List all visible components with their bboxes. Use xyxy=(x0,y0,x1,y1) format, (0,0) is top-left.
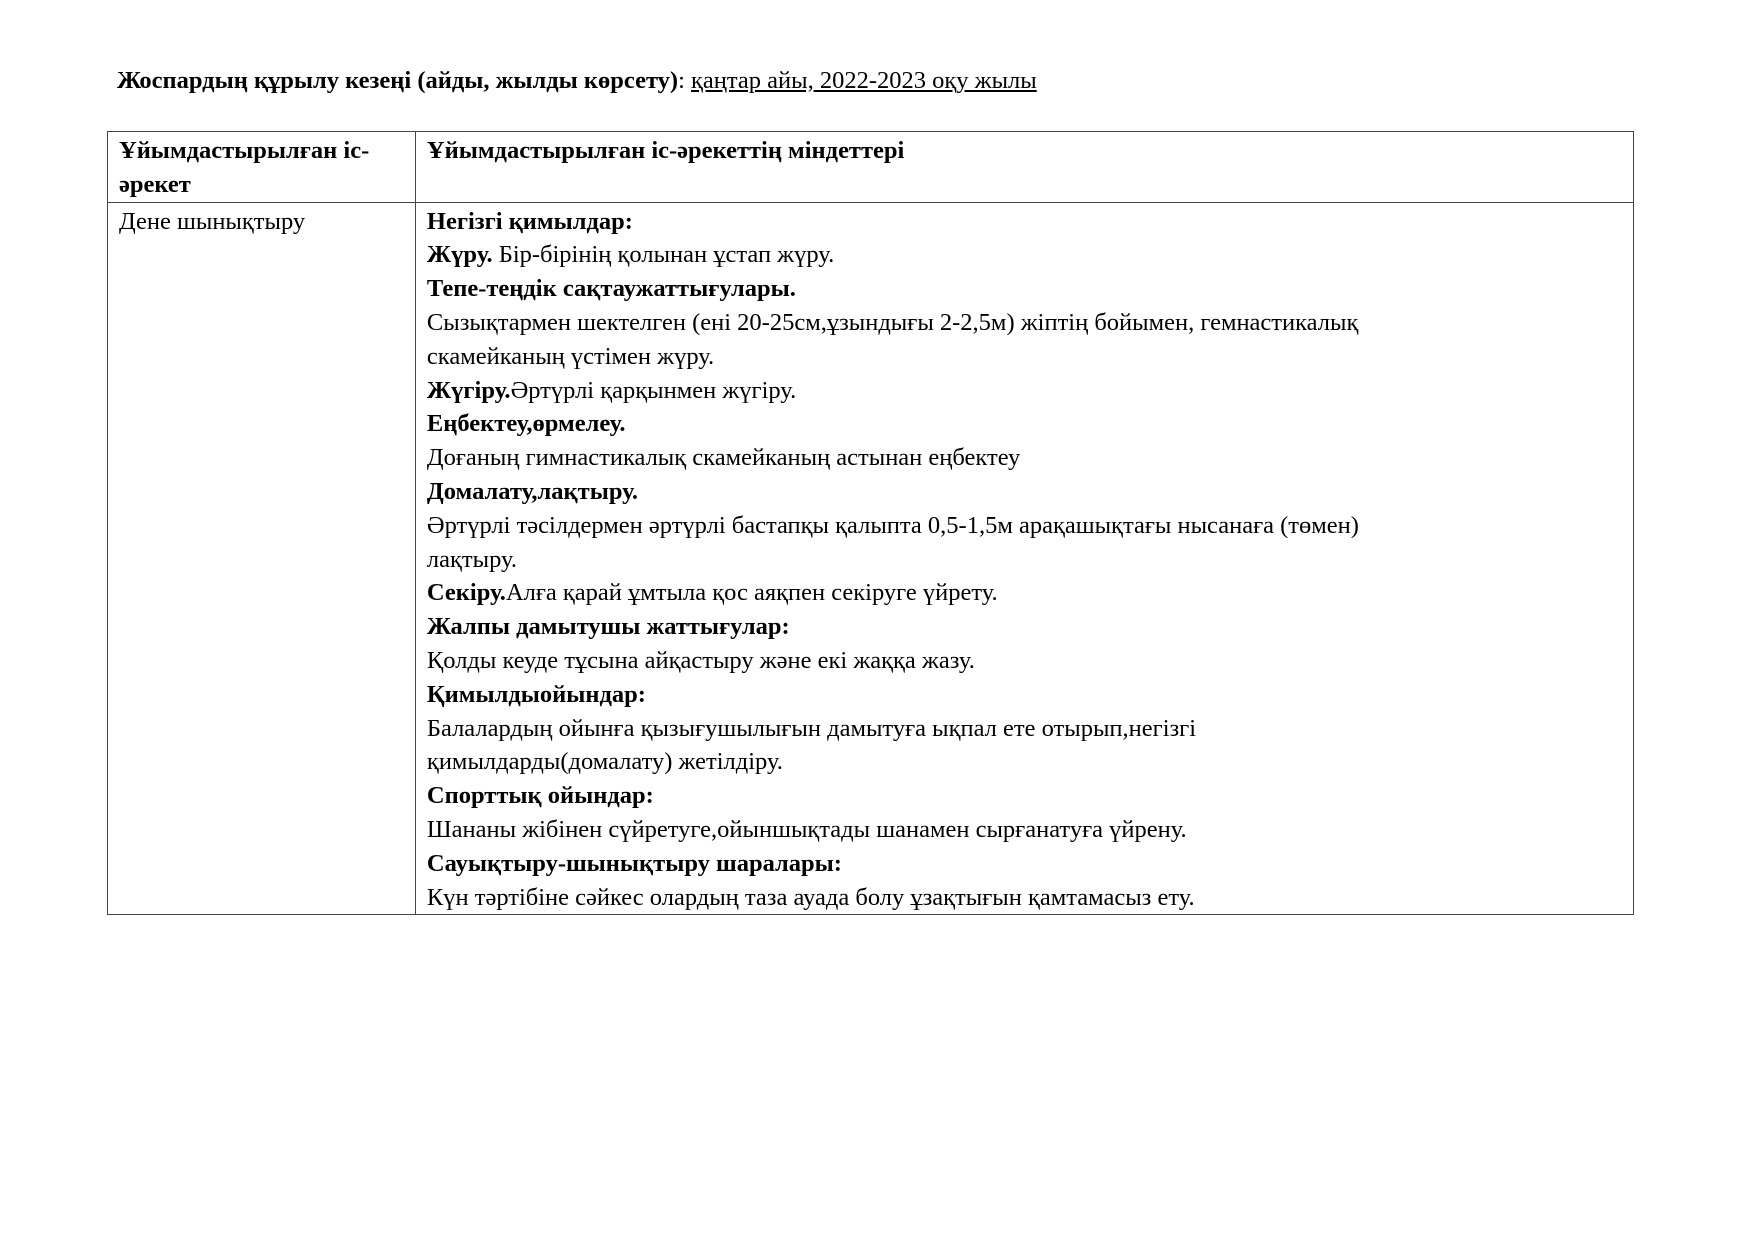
task-line-running xyxy=(427,374,1622,408)
column-header-activity: Ұйымдастырылған іс-әрекет xyxy=(108,132,416,203)
activity-table xyxy=(107,131,1634,915)
task-text-balance-2: скамейканың үстімен жүру. xyxy=(426,342,715,370)
task-text-general-exercises: Қолды кеуде тұсына айқастыру және екі жаққа жазу. xyxy=(426,646,975,674)
tasks-cell xyxy=(415,202,1633,915)
task-heading-throwing: Домалату,лақтыру. xyxy=(426,477,639,505)
task-text-sport-games: Шананы жібінен сүйретуге,ойыншықтады шанамен сырғанатуға үйрену. xyxy=(426,815,1187,843)
task-text-movement-games-1: Балалардың ойынға қызығушылығын дамытуға ықпал ете отырып,негізгі xyxy=(426,714,1197,742)
task-text-movement-games-2: қимылдарды(домалату) жетілдіру. xyxy=(426,748,783,776)
task-text-jumping: Алға қарай ұмтыла қос аяқпен секіруге үйрету. xyxy=(505,579,998,607)
table-row xyxy=(108,202,1634,915)
task-text-throwing-2: лақтыру. xyxy=(426,545,517,573)
task-label-running: Жүгіру. xyxy=(426,376,511,404)
plan-period-label: Жоспардың құрылу кезеңі (айды, жылды көрсету) xyxy=(117,67,679,94)
plan-period-value: қаңтар айы, 2022-2023 оқу жылы xyxy=(691,67,1037,94)
task-heading-main-movements: Негізгі қимылдар: xyxy=(426,207,633,235)
task-heading-balance: Тепе-теңдік сақтаужаттығулары. xyxy=(426,275,796,303)
plan-period-separator: : xyxy=(678,67,692,94)
task-line-walking xyxy=(427,238,1622,272)
task-text-balance-1: Сызықтармен шектелген (ені 20-25см,ұзындығы 2-2,5м) жіптің бойымен, гемнастикалық xyxy=(426,308,1359,336)
task-heading-health-measures: Сауықтыру-шынықтыру шаралары: xyxy=(426,849,842,877)
task-text-throwing-1: Әртүрлі тәсілдермен әртүрлі бастапқы қалыпта 0,5-1,5м арақашықтағы нысанаға (төмен) xyxy=(426,511,1359,539)
activity-cell: Дене шынықтыру xyxy=(108,202,416,915)
table-header-row xyxy=(108,132,1634,203)
task-text-crawling: Доғаның гимнастикалық скамейканың астынан еңбектеу xyxy=(426,444,1021,472)
task-heading-sport-games: Спорттық ойындар: xyxy=(426,782,654,810)
task-heading-movement-games: Қимылдыойындар: xyxy=(426,680,646,708)
task-line-jumping xyxy=(427,576,1622,610)
column-header-tasks: Ұйымдастырылған іс-әрекеттің міндеттері xyxy=(415,132,1633,203)
task-text-health-measures: Күн тәртібіне сәйкес олардың таза ауада болу ұзақтығын қамтамасыз ету. xyxy=(426,883,1195,911)
task-label-jumping: Секіру. xyxy=(426,579,506,607)
task-heading-general-exercises: Жалпы дамытушы жаттығулар: xyxy=(426,613,790,641)
task-label-walking: Жүру. xyxy=(426,241,493,269)
task-heading-crawling: Еңбектеу,өрмелеу. xyxy=(426,410,626,438)
task-text-walking: Бір-бірінің қолынан ұстап жүру. xyxy=(492,241,835,269)
plan-period-line xyxy=(117,64,1037,98)
task-text-running: Әртүрлі қарқынмен жүгіру. xyxy=(510,376,797,404)
